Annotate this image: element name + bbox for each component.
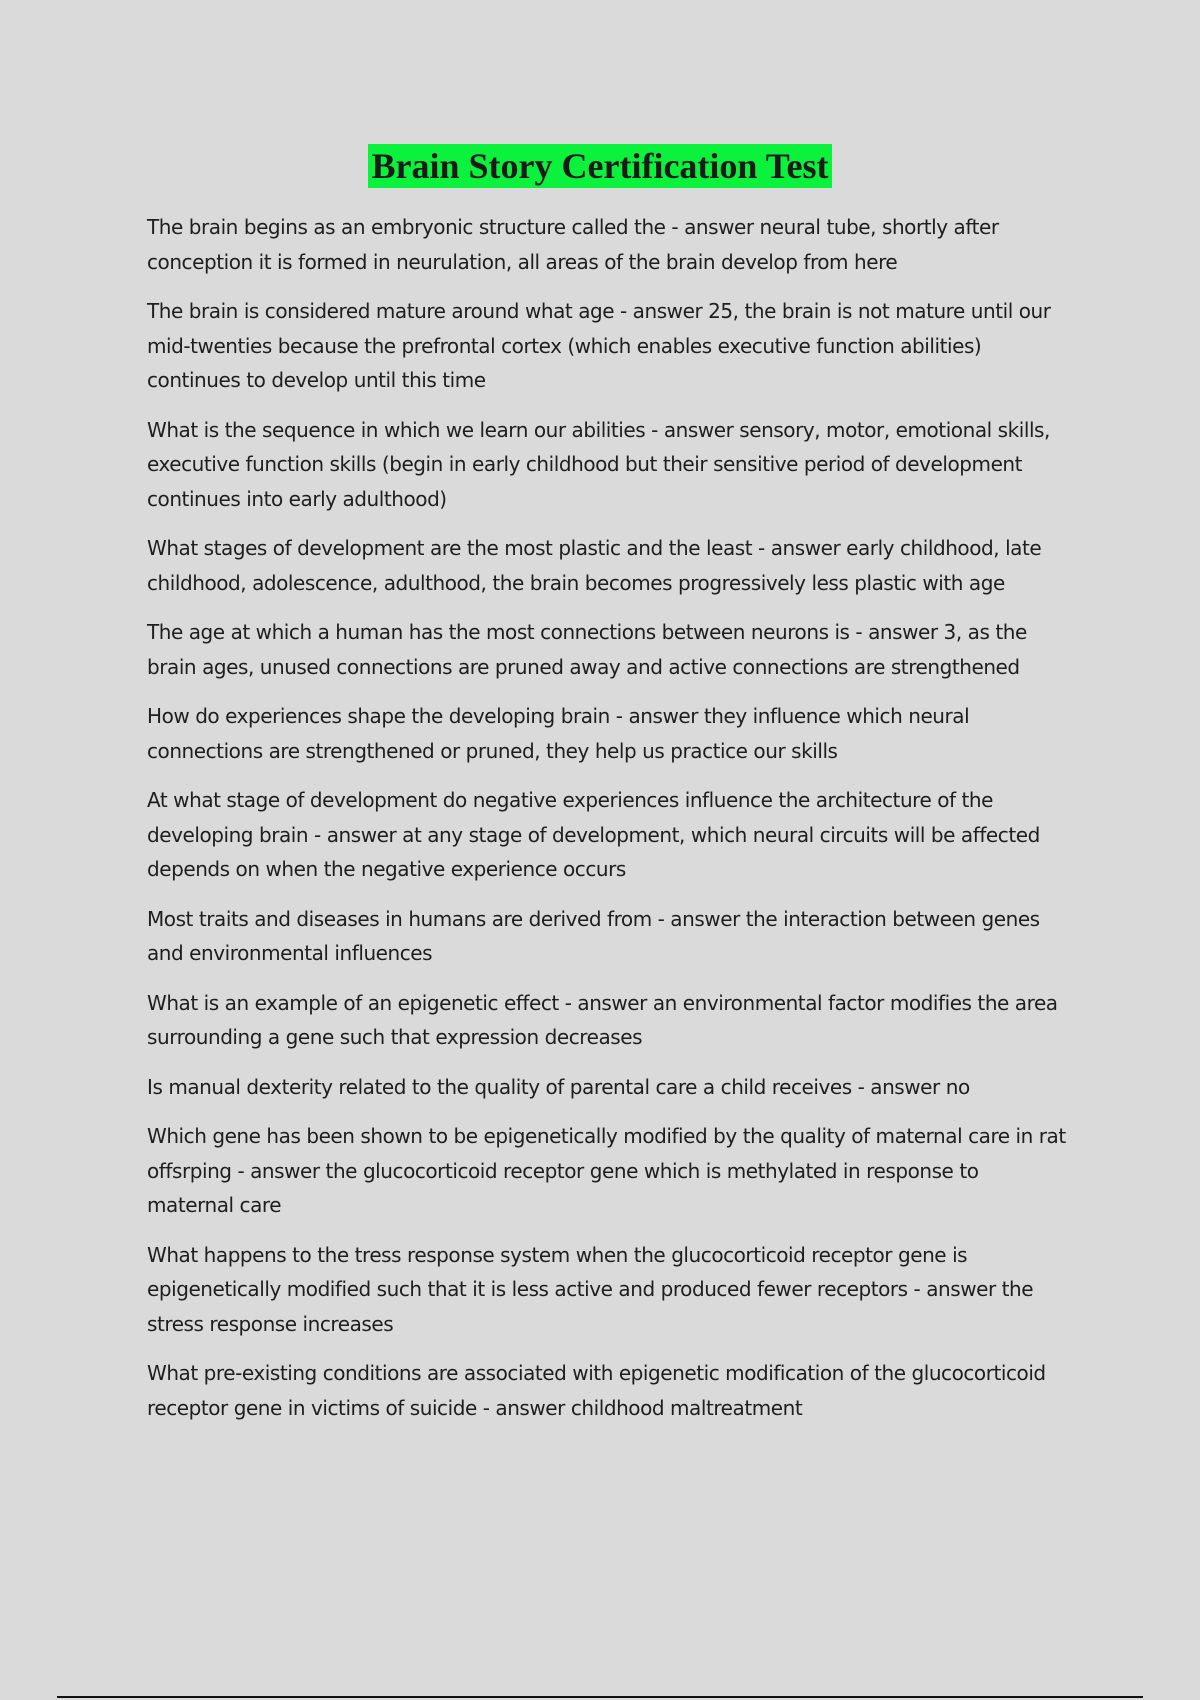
qa-item: At what stage of development do negative experiences influence the architecture of the developing brain - answer at any stage of development, which neural circuits will be affected depends on when the negative experience occurs (147, 788, 1040, 881)
footer-divider (57, 1696, 1143, 1698)
qa-item: What is the sequence in which we learn our abilities - answer sensory, motor, emotional skills, executive function skills (begin in early childhood but their sensitive period of development continues into early adulthood) (147, 417, 1050, 511)
qa-item: The brain is considered mature around what age - answer 25, the brain is not mature until our mid-twenties because the prefrontal cortex (which enables executive function abilities) continues to develop until this time (147, 299, 1051, 392)
page-title: Brain Story Certification Test (368, 144, 833, 188)
qa-item: What stages of development are the most plastic and the least - answer early childhood, late childhood, adolescence, adulthood, the brain becomes progressively less plastic with age (147, 536, 1042, 595)
qa-item: What happens to the tress response system when the glucocorticoid receptor gene is epigenetically modified such that it is less active and produced fewer receptors - answer the stress response increases (147, 1242, 1034, 1336)
title-wrapper (0, 144, 1200, 188)
qa-item: The brain begins as an embryonic structure called the - answer neural tube, shortly after conception it is formed in neurulation, all areas of the brain develop from here (147, 215, 999, 274)
qa-item: What is an example of an epigenetic effect - answer an environmental factor modifies the area surrounding a gene such that expression decreases (147, 990, 1058, 1049)
qa-item: Which gene has been shown to be epigenetically modified by the quality of maternal care in rat offsrping - answer the glucocorticoid receptor gene which is methylated in response to maternal care (147, 1124, 1066, 1217)
qa-item: How do experiences shape the developing brain - answer they influence which neural connections are strengthened or pruned, they help us practice our skills (147, 704, 970, 763)
qa-item: Is manual dexterity related to the quality of parental care a child receives - answer no (147, 1074, 970, 1099)
qa-item: Most traits and diseases in humans are derived from - answer the interaction between genes and environmental influences (147, 906, 1040, 965)
qa-list (147, 210, 1067, 1440)
qa-item: The age at which a human has the most connections between neurons is - answer 3, as the brain ages, unused connections are pruned away and active connections are strengthened (147, 620, 1027, 679)
qa-item: What pre-existing conditions are associated with epigenetic modification of the glucocorticoid receptor gene in victims of suicide - answer childhood maltreatment (147, 1361, 1046, 1420)
